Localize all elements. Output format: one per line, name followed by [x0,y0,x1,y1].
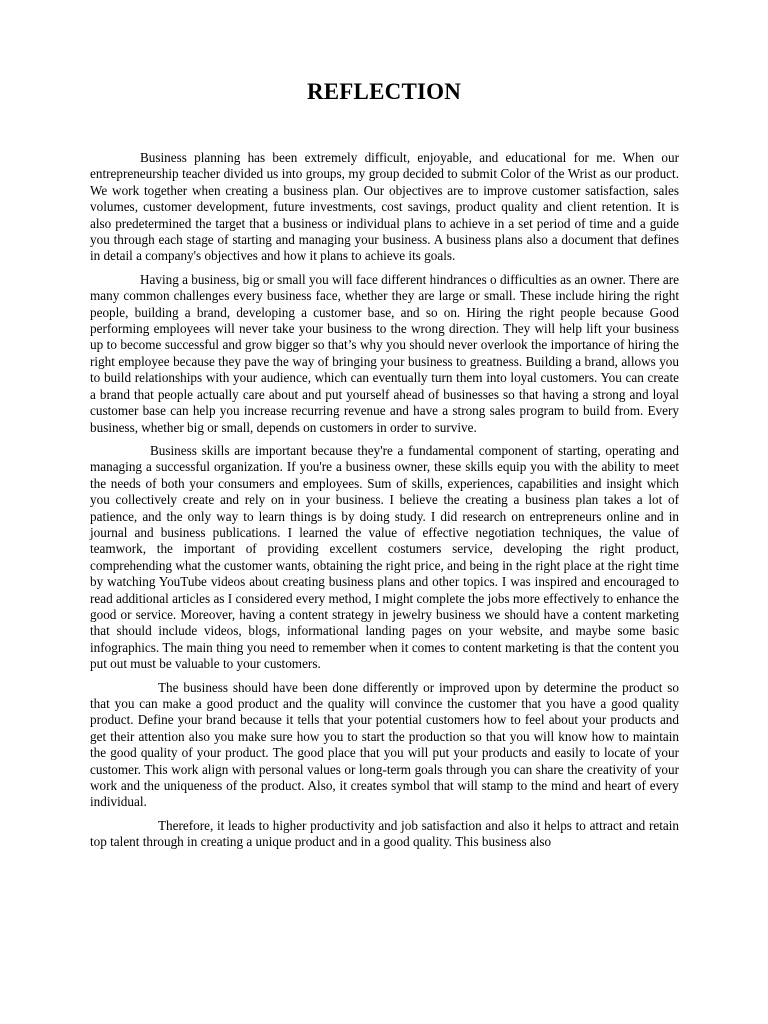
paragraph-improvements: The business should have been done differently or improved upon by determine the product so that you can make a good product and the quality will convince the customer that you have a good quality product. Define your brand because it tells that your potential customers how to feel about your products and get their attention also you make sure how you to start the production so that you will know how to maintain the good quality of your product. The good place that you will put your products and easily to locate of your customer. This work align with personal values or long-term goals through you can share the creativity of your work and the uniqueness of the product. Also, it creates symbol that will stamp to the mind and heart of every individual. [90,679,679,810]
document-title: REFLECTION [306,79,462,104]
document-body [90,150,679,858]
paragraph-business-challenges: Having a business, big or small you will face different hindrances o difficulties as an owner. There are many common challenges every business face, whether they are large or small. These include hiring the right people, building a brand, developing a customer base, and so on. Hiring the right people because Good performing employees will never take your business to the wrong direction. They will help lift your business up to become successful and grow bigger so that’s why you should never overlook the importance of hiring the right employee because they pave the way of bringing your business to greatness. Building a brand, allows you to build relationships with your audience, which can eventually turn them into loyal customers. You can create a brand that people actually care about and put yourself ahead of businesses so that having a strong and loyal customer base can help you increase recurring revenue and have a strong sales program to build from. Every business, whether big or small, depends on customers in order to survive. [90,271,679,435]
paragraph-business-skills: Business skills are important because they're a fundamental component of starting, operating and managing a successful organization. If you're a business owner, these skills equip you with the ability to meet the needs of both your consumers and employees. Sum of skills, experiences, capabilities and insight which you collectively create and rely on in your business. I believe the creating a business plan takes a lot of patience, and the only way to learn things is by doing study. I did research on entrepreneurs online and in journal and business publications. I learned the value of effective negotiation techniques, the value of teamwork, the important of providing excellent costumers service, developing the right product, comprehending what the customer wants, obtaining the right price, and being in the right place at the right time by watching YouTube videos about creating business plans and other topics. I was inspired and encouraged to read additional articles as I considered every method, I might complete the jobs more effectively to enhance the good or service. Moreover, having a content strategy in jewelry business we should have a content marketing that should include videos, blogs, informational landing pages on your website, and maybe some basic infographics. The main thing you need to remember when it comes to content marketing is that the content you put out must be valuable to your customers. [90,442,679,672]
paragraph-conclusion: Therefore, it leads to higher productivity and job satisfaction and also it helps to attract and retain top talent through in creating a unique product and in a good quality. This business also [90,817,679,850]
paragraph-business-planning: Business planning has been extremely difficult, enjoyable, and educational for me. When our entrepreneurship teacher divided us into groups, my group decided to submit Color of the Wrist as our product. We work together when creating a business plan. Our objectives are to improve customer satisfaction, sales volumes, customer development, future investments, cost savings, product quality and client retention. It is also predetermined the target that a business or individual plans to achieve in a set period of time and a guide you through each stage of starting and managing your business. A business plans also a document that defines in detail a company's objectives and how it plans to achieve its goals. [90,150,679,264]
